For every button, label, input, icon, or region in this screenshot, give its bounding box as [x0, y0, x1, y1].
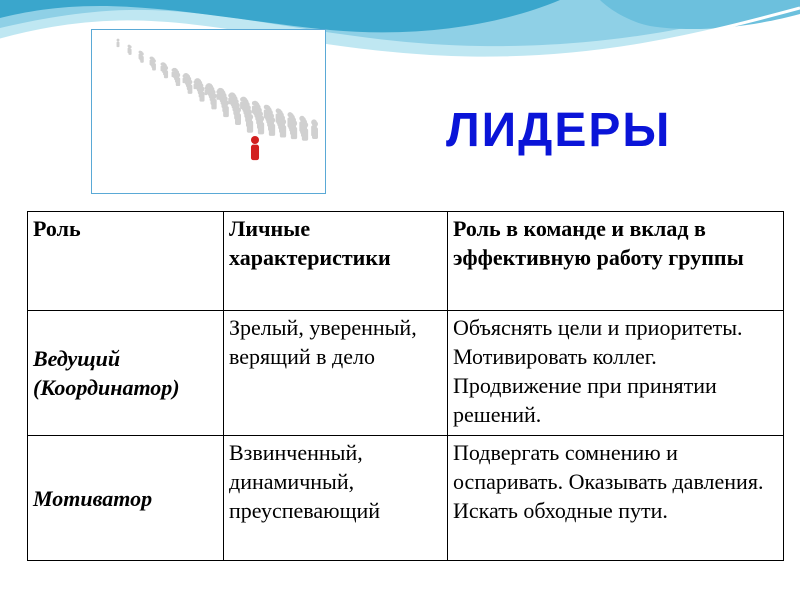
contribution-cell: Объяснять цели и приоритеты. Мотивировать коллег. Продвижение при принятии решений. — [448, 311, 784, 436]
traits-cell: Зрелый, уверенный, верящий в дело — [224, 311, 448, 436]
role-cell: Мотиватор — [28, 436, 224, 561]
crowd-person-icon — [252, 101, 256, 113]
crowd-person-icon — [205, 87, 208, 96]
crowd-person-icon — [240, 98, 244, 109]
crowd-person-icon — [161, 63, 164, 72]
page-title: ЛИДЕРЫ — [446, 104, 672, 157]
crowd-person-icon — [276, 108, 281, 122]
leaders-illustration — [91, 29, 326, 194]
crowd-person-icon — [311, 119, 317, 136]
crowd-person-icon — [216, 90, 219, 100]
leader-person-icon — [251, 136, 259, 160]
role-cell: Ведущий (Координатор) — [28, 311, 224, 436]
crowd-person-icon — [150, 57, 153, 66]
table-row — [28, 436, 784, 561]
header-contribution: Роль в команде и вклад в эффективную работу группы — [448, 212, 784, 311]
contribution-cell: Подвергать сомнению и оспаривать. Оказывать давления. Искать обходные пути. — [448, 436, 784, 561]
header-traits: Личные характеристики — [224, 212, 448, 311]
table-header-row — [28, 212, 784, 311]
crowd-person-icon — [194, 81, 197, 90]
table-row — [28, 311, 784, 436]
crowd-person-icon — [172, 69, 175, 78]
traits-cell: Взвинченный, динамичный, преуспевающий — [224, 436, 448, 561]
crowd-person-icon — [287, 112, 292, 127]
crowd-person-icon — [183, 75, 186, 84]
crowd-person-icon — [299, 116, 304, 132]
header-role: Роль — [28, 212, 224, 311]
crowd-person-icon — [139, 51, 142, 60]
crowd-person-icon — [228, 94, 231, 104]
crowd-person-icon — [128, 45, 131, 54]
crowd-person-icon — [117, 39, 120, 48]
roles-table — [27, 211, 784, 561]
crowd-person-icon — [264, 105, 268, 118]
